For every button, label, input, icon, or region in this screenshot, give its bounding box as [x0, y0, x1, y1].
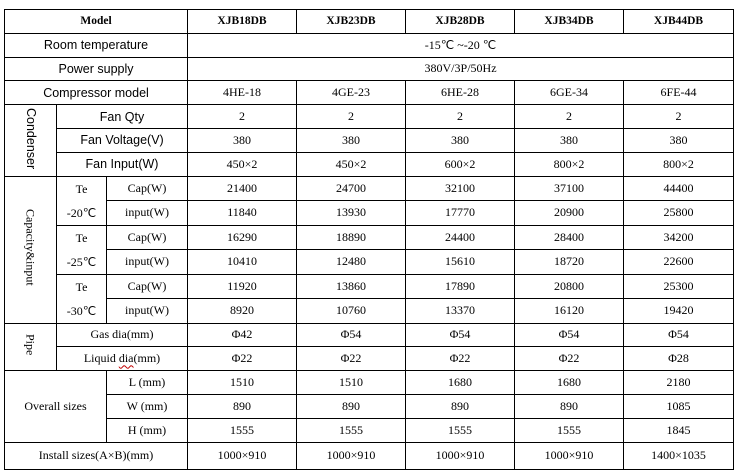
gas-dia-value: Φ54 [624, 323, 734, 347]
pipe-liquid-row [5, 347, 734, 371]
cap-value: 28400 [515, 225, 624, 250]
input-value: 11840 [188, 201, 297, 226]
cap-value: 21400 [188, 176, 297, 201]
cap-value: 44400 [624, 176, 734, 201]
overall-w-label: W (mm) [107, 394, 188, 418]
input-value: 13930 [297, 201, 406, 226]
fan-qty-value: 2 [406, 105, 515, 129]
overall-w-value: 890 [515, 394, 624, 418]
cap-value: 37100 [515, 176, 624, 201]
liquid-dia-value: Φ22 [188, 347, 297, 371]
overall-l-value: 1510 [297, 371, 406, 395]
overall-w-row [5, 394, 734, 418]
input-value: 20900 [515, 201, 624, 226]
compressor-label: Compressor model [5, 81, 188, 105]
input-value: 13370 [406, 299, 515, 324]
input-label: input(W) [107, 299, 188, 324]
install-sizes-value: 1000×910 [406, 442, 515, 469]
liquid-dia-label [57, 347, 188, 371]
compressor-value: 4GE-23 [297, 81, 406, 105]
overall-w-value: 890 [188, 394, 297, 418]
spec-table-container [4, 9, 734, 470]
fan-input-value: 450×2 [297, 152, 406, 176]
capacity-input-row [5, 299, 734, 324]
cap-value: 34200 [624, 225, 734, 250]
overall-l-value: 1510 [188, 371, 297, 395]
te-label: Te [75, 181, 88, 196]
cap-value: 17890 [406, 274, 515, 299]
gas-dia-value: Φ54 [297, 323, 406, 347]
fan-voltage-value: 380 [297, 128, 406, 152]
input-value: 15610 [406, 250, 515, 275]
input-value: 19420 [624, 299, 734, 324]
input-value: 22600 [624, 250, 734, 275]
power-supply-label: Power supply [5, 57, 188, 81]
overall-h-label: H (mm) [107, 418, 188, 442]
fan-input-value: 600×2 [406, 152, 515, 176]
install-sizes-value: 1000×910 [297, 442, 406, 469]
power-supply-value: 380V/3P/50Hz [188, 57, 734, 81]
cap-label: Cap(W) [107, 274, 188, 299]
te-cell [57, 274, 107, 323]
capacity-input-row [5, 250, 734, 275]
compressor-value: 6FE-44 [624, 81, 734, 105]
room-temperature-label: Room temperature [5, 33, 188, 57]
fan-qty-value: 2 [515, 105, 624, 129]
overall-l-value: 2180 [624, 371, 734, 395]
capacity-cap-row [5, 176, 734, 201]
cap-value: 11920 [188, 274, 297, 299]
cap-value: 25300 [624, 274, 734, 299]
gas-dia-label: Gas dia(mm) [57, 323, 188, 347]
input-value: 25800 [624, 201, 734, 226]
fan-voltage-label: Fan Voltage(V) [57, 128, 188, 152]
capacity-group-cell [5, 176, 57, 323]
header-row [5, 10, 734, 34]
cap-value: 16290 [188, 225, 297, 250]
te-value: -20℃ [66, 205, 97, 220]
input-value: 16120 [515, 299, 624, 324]
input-value: 8920 [188, 299, 297, 324]
input-value: 10760 [297, 299, 406, 324]
condenser-group-label: Condenser [23, 107, 38, 169]
overall-w-value: 890 [297, 394, 406, 418]
condenser-group-cell [5, 105, 57, 176]
overall-l-value: 1680 [406, 371, 515, 395]
liquid-dia-value: Φ22 [297, 347, 406, 371]
overall-w-value: 1085 [624, 394, 734, 418]
cap-label: Cap(W) [107, 176, 188, 201]
liquid-dia-value: Φ28 [624, 347, 734, 371]
fan-voltage-value: 380 [515, 128, 624, 152]
gas-dia-value: Φ54 [515, 323, 624, 347]
room-temperature-value: -15℃ ~-20 ℃ [188, 33, 734, 57]
fan-input-label: Fan Input(W) [57, 152, 188, 176]
room-temperature-row [5, 33, 734, 57]
fan-qty-value: 2 [188, 105, 297, 129]
cap-value: 32100 [406, 176, 515, 201]
spec-table [4, 9, 734, 470]
pipe-gas-row [5, 323, 734, 347]
pipe-group-cell [5, 323, 57, 371]
fan-voltage-value: 380 [624, 128, 734, 152]
liquid-dia-squiggly: dia [118, 351, 134, 366]
input-value: 12480 [297, 250, 406, 275]
liquid-dia-value: Φ22 [515, 347, 624, 371]
compressor-row [5, 81, 734, 105]
compressor-value: 6GE-34 [515, 81, 624, 105]
gas-dia-value: Φ54 [406, 323, 515, 347]
overall-sizes-label: Overall sizes [5, 371, 107, 442]
input-value: 17770 [406, 201, 515, 226]
fan-input-value: 800×2 [624, 152, 734, 176]
overall-w-value: 890 [406, 394, 515, 418]
condenser-fan-qty-row [5, 105, 734, 129]
liquid-dia-value: Φ22 [406, 347, 515, 371]
input-value: 18720 [515, 250, 624, 275]
te-value: -30℃ [66, 303, 97, 318]
te-label: Te [75, 279, 88, 294]
te-label: Te [75, 230, 88, 245]
install-sizes-value: 1000×910 [515, 442, 624, 469]
header-model-3: XJB28DB [406, 10, 515, 34]
header-model-1: XJB18DB [188, 10, 297, 34]
install-sizes-row [5, 442, 734, 469]
capacity-cap-row [5, 274, 734, 299]
pipe-group-label: Pipe [23, 334, 38, 356]
fan-qty-value: 2 [297, 105, 406, 129]
liquid-dia-unit: (mm) [133, 351, 161, 366]
overall-h-value: 1555 [188, 418, 297, 442]
capacity-input-row [5, 201, 734, 226]
overall-l-label: L (mm) [107, 371, 188, 395]
fan-input-value: 800×2 [515, 152, 624, 176]
te-value: -25℃ [66, 254, 97, 269]
fan-voltage-value: 380 [188, 128, 297, 152]
cap-value: 20800 [515, 274, 624, 299]
capacity-cap-row [5, 225, 734, 250]
input-value: 10410 [188, 250, 297, 275]
input-label: input(W) [107, 201, 188, 226]
cap-value: 18890 [297, 225, 406, 250]
fan-input-value: 450×2 [188, 152, 297, 176]
fan-qty-value: 2 [624, 105, 734, 129]
cap-value: 24400 [406, 225, 515, 250]
liquid-dia-word: Liquid [83, 351, 116, 366]
overall-h-value: 1555 [515, 418, 624, 442]
install-sizes-value: 1400×1035 [624, 442, 734, 469]
te-cell [57, 176, 107, 225]
cap-label: Cap(W) [107, 225, 188, 250]
gas-dia-value: Φ42 [188, 323, 297, 347]
compressor-value: 6HE-28 [406, 81, 515, 105]
overall-h-value: 1555 [406, 418, 515, 442]
header-model-5: XJB44DB [624, 10, 734, 34]
overall-h-value: 1555 [297, 418, 406, 442]
overall-l-value: 1680 [515, 371, 624, 395]
te-cell [57, 225, 107, 274]
power-supply-row [5, 57, 734, 81]
install-sizes-label: Install sizes(A×B)(mm) [5, 442, 188, 469]
overall-l-row [5, 371, 734, 395]
install-sizes-value: 1000×910 [188, 442, 297, 469]
header-model-label: Model [5, 10, 188, 34]
fan-voltage-value: 380 [406, 128, 515, 152]
input-label: input(W) [107, 250, 188, 275]
header-model-2: XJB23DB [297, 10, 406, 34]
overall-h-row [5, 418, 734, 442]
cap-value: 24700 [297, 176, 406, 201]
cap-value: 13860 [297, 274, 406, 299]
condenser-fan-voltage-row [5, 128, 734, 152]
capacity-group-label: Capacity&input [23, 209, 38, 286]
header-model-4: XJB34DB [515, 10, 624, 34]
overall-h-value: 1845 [624, 418, 734, 442]
compressor-value: 4HE-18 [188, 81, 297, 105]
fan-qty-label: Fan Qty [57, 105, 188, 129]
condenser-fan-input-row [5, 152, 734, 176]
